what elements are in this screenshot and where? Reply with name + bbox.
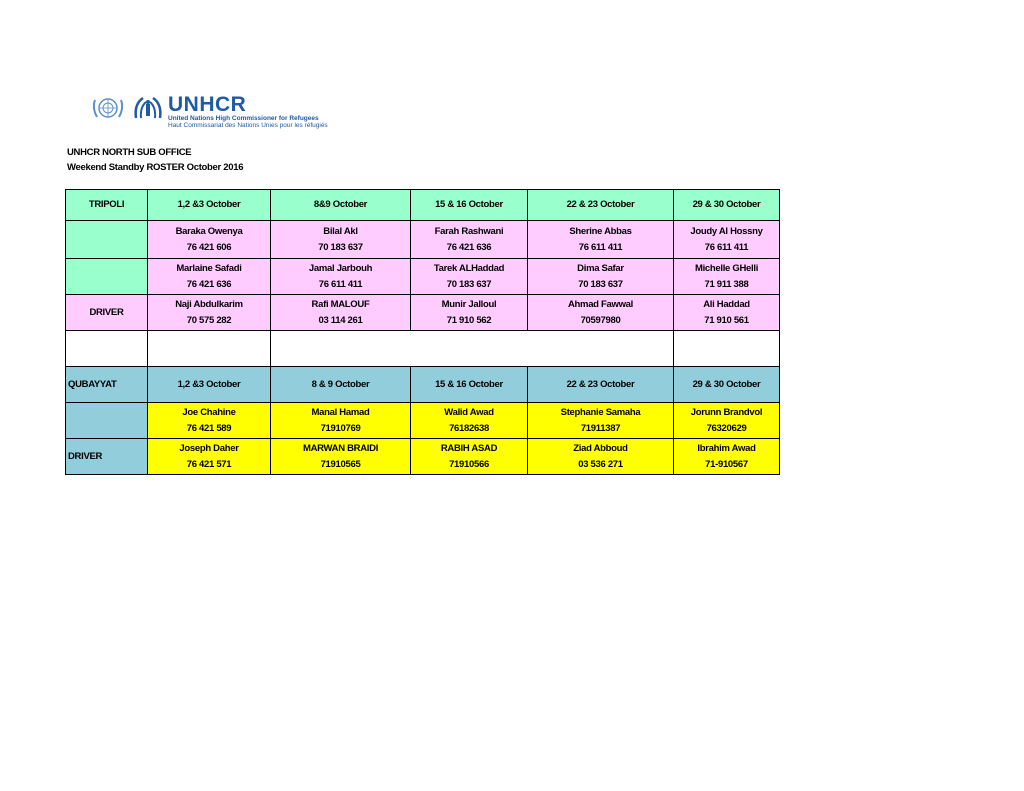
qubayyat-header-row <box>66 367 780 403</box>
staff-phone: 76 421 636 <box>446 241 492 253</box>
staff-name: Dima Safar <box>577 262 624 274</box>
tripoli-row2-cell-5 <box>674 259 780 295</box>
logo-wordmark: UNHCR <box>168 93 247 116</box>
tripoli-row1-cell-5 <box>674 221 780 259</box>
qubayyat-row1-cell-5 <box>674 403 780 439</box>
driver-name: RABIH ASAD <box>440 442 498 454</box>
tripoli-driver-cell-3 <box>411 295 528 331</box>
tripoli-staff-row-2 <box>66 259 780 295</box>
qubayyat-label: QUBAYYAT <box>66 367 148 403</box>
spacer-cell <box>66 331 148 367</box>
driver-phone: 70 575 282 <box>186 314 232 326</box>
office-name: UNHCR NORTH SUB OFFICE <box>67 147 192 158</box>
tripoli-row1-label <box>66 221 148 259</box>
staff-phone: 76 421 606 <box>186 241 232 253</box>
staff-phone: 76320629 <box>706 422 747 434</box>
driver-name: Ali Haddad <box>703 298 750 310</box>
driver-phone: 03 536 271 <box>578 458 623 470</box>
qubayyat-driver-cell-3 <box>411 439 528 475</box>
tripoli-driver-label: DRIVER <box>66 295 148 331</box>
qubayyat-date-1: 1,2 &3 October <box>148 367 271 403</box>
logo-line-english: United Nations High Commissioner for Refugees <box>168 115 319 122</box>
driver-phone: 76 421 571 <box>186 458 232 470</box>
staff-name: Stephanie Samaha <box>560 406 641 418</box>
spacer-cell <box>271 331 674 367</box>
staff-phone: 71 911 388 <box>704 278 749 290</box>
staff-name: Michelle GHelli <box>694 262 759 274</box>
tripoli-row2-cell-4 <box>528 259 674 295</box>
tripoli-row2-cell-3 <box>411 259 528 295</box>
driver-phone: 71910566 <box>449 458 489 470</box>
staff-name: Walid Awad <box>444 406 494 418</box>
staff-phone: 76 611 411 <box>704 241 749 253</box>
qubayyat-row1-cell-2 <box>271 403 411 439</box>
driver-name: Naji Abdulkarim <box>175 298 243 310</box>
staff-name: Sherine Abbas <box>569 225 632 237</box>
tripoli-staff-row-1 <box>66 221 780 259</box>
logo-line-french: Haut Commissariat des Nations Unies pour les réfugiés <box>168 122 328 129</box>
tripoli-driver-cell-2 <box>271 295 411 331</box>
staff-name: Farah Rashwani <box>434 225 504 237</box>
qubayyat-driver-row <box>66 439 780 475</box>
tripoli-row1-cell-1 <box>148 221 271 259</box>
driver-phone: 71 910 561 <box>704 314 749 326</box>
staff-name: Bilal Akl <box>323 225 358 237</box>
tripoli-row2-label <box>66 259 148 295</box>
staff-name: Jorunn Brandvol <box>690 406 763 418</box>
qubayyat-row1-cell-1 <box>148 403 271 439</box>
driver-name: Joseph Daher <box>179 442 239 454</box>
qubayyat-date-3: 15 & 16 October <box>411 367 528 403</box>
tripoli-row1-cell-4 <box>528 221 674 259</box>
tripoli-date-5: 29 & 30 October <box>674 190 780 221</box>
driver-name: MARWAN BRAIDI <box>302 442 379 454</box>
qubayyat-date-5: 29 & 30 October <box>674 367 780 403</box>
roster-table <box>65 189 780 475</box>
tripoli-date-3: 15 & 16 October <box>411 190 528 221</box>
staff-name: Tarek ALHaddad <box>433 262 505 274</box>
driver-phone: 70597980 <box>580 314 621 326</box>
qubayyat-driver-cell-2 <box>271 439 411 475</box>
tripoli-driver-cell-1 <box>148 295 271 331</box>
staff-phone: 70 183 637 <box>578 278 623 290</box>
qubayyat-driver-label: DRIVER <box>66 439 148 475</box>
driver-name: Ziad Abboud <box>573 442 628 454</box>
staff-name: Baraka Owenya <box>175 225 243 237</box>
driver-name: Rafi MALOUF <box>311 298 370 310</box>
driver-phone: 71910565 <box>320 458 361 470</box>
staff-phone: 76182638 <box>449 422 489 434</box>
driver-name: Ibrahim Awad <box>697 442 756 454</box>
unhcr-hands-icon <box>130 94 166 122</box>
qubayyat-row1-cell-3 <box>411 403 528 439</box>
un-emblem-icon <box>90 94 126 122</box>
qubayyat-driver-cell-4 <box>528 439 674 475</box>
roster-title: Weekend Standby ROSTER October 2016 <box>67 162 244 173</box>
staff-phone: 76 421 589 <box>186 422 232 434</box>
unhcr-logo <box>90 94 350 134</box>
tripoli-header-row <box>66 190 780 221</box>
qubayyat-row1-label <box>66 403 148 439</box>
driver-name: Munir Jalloul <box>441 298 497 310</box>
staff-phone: 70 183 637 <box>318 241 363 253</box>
tripoli-date-2: 8&9 October <box>271 190 411 221</box>
tripoli-driver-cell-4 <box>528 295 674 331</box>
staff-name: Joe Chahine <box>182 406 236 418</box>
tripoli-driver-row <box>66 295 780 331</box>
qubayyat-date-2: 8 & 9 October <box>271 367 411 403</box>
tripoli-driver-cell-5 <box>674 295 780 331</box>
driver-phone: 03 114 261 <box>318 314 363 326</box>
spacer-cell <box>674 331 780 367</box>
qubayyat-staff-row <box>66 403 780 439</box>
staff-name: Manal Hamad <box>311 406 370 418</box>
tripoli-row1-cell-3 <box>411 221 528 259</box>
staff-phone: 76 611 411 <box>318 278 363 290</box>
tripoli-row2-cell-1 <box>148 259 271 295</box>
staff-name: Marlaine Safadi <box>176 262 242 274</box>
tripoli-date-4: 22 & 23 October <box>528 190 674 221</box>
qubayyat-row1-cell-4 <box>528 403 674 439</box>
qubayyat-driver-cell-5 <box>674 439 780 475</box>
staff-phone: 71911387 <box>580 422 621 434</box>
qubayyat-driver-cell-1 <box>148 439 271 475</box>
staff-phone: 70 183 637 <box>446 278 492 290</box>
tripoli-label: TRIPOLI <box>66 190 148 221</box>
spacer-cell <box>148 331 271 367</box>
spacer-row <box>66 331 780 367</box>
tripoli-row1-cell-2 <box>271 221 411 259</box>
driver-name: Ahmad Fawwal <box>567 298 634 310</box>
staff-phone: 76 611 411 <box>578 241 623 253</box>
tripoli-date-1: 1,2 &3 October <box>148 190 271 221</box>
staff-phone: 71910769 <box>320 422 361 434</box>
driver-phone: 71-910567 <box>705 458 748 470</box>
staff-phone: 76 421 636 <box>186 278 232 290</box>
driver-phone: 71 910 562 <box>446 314 492 326</box>
staff-name: Joudy Al Hossny <box>690 225 763 237</box>
qubayyat-date-4: 22 & 23 October <box>528 367 674 403</box>
tripoli-row2-cell-2 <box>271 259 411 295</box>
staff-name: Jamal Jarbouh <box>308 262 373 274</box>
